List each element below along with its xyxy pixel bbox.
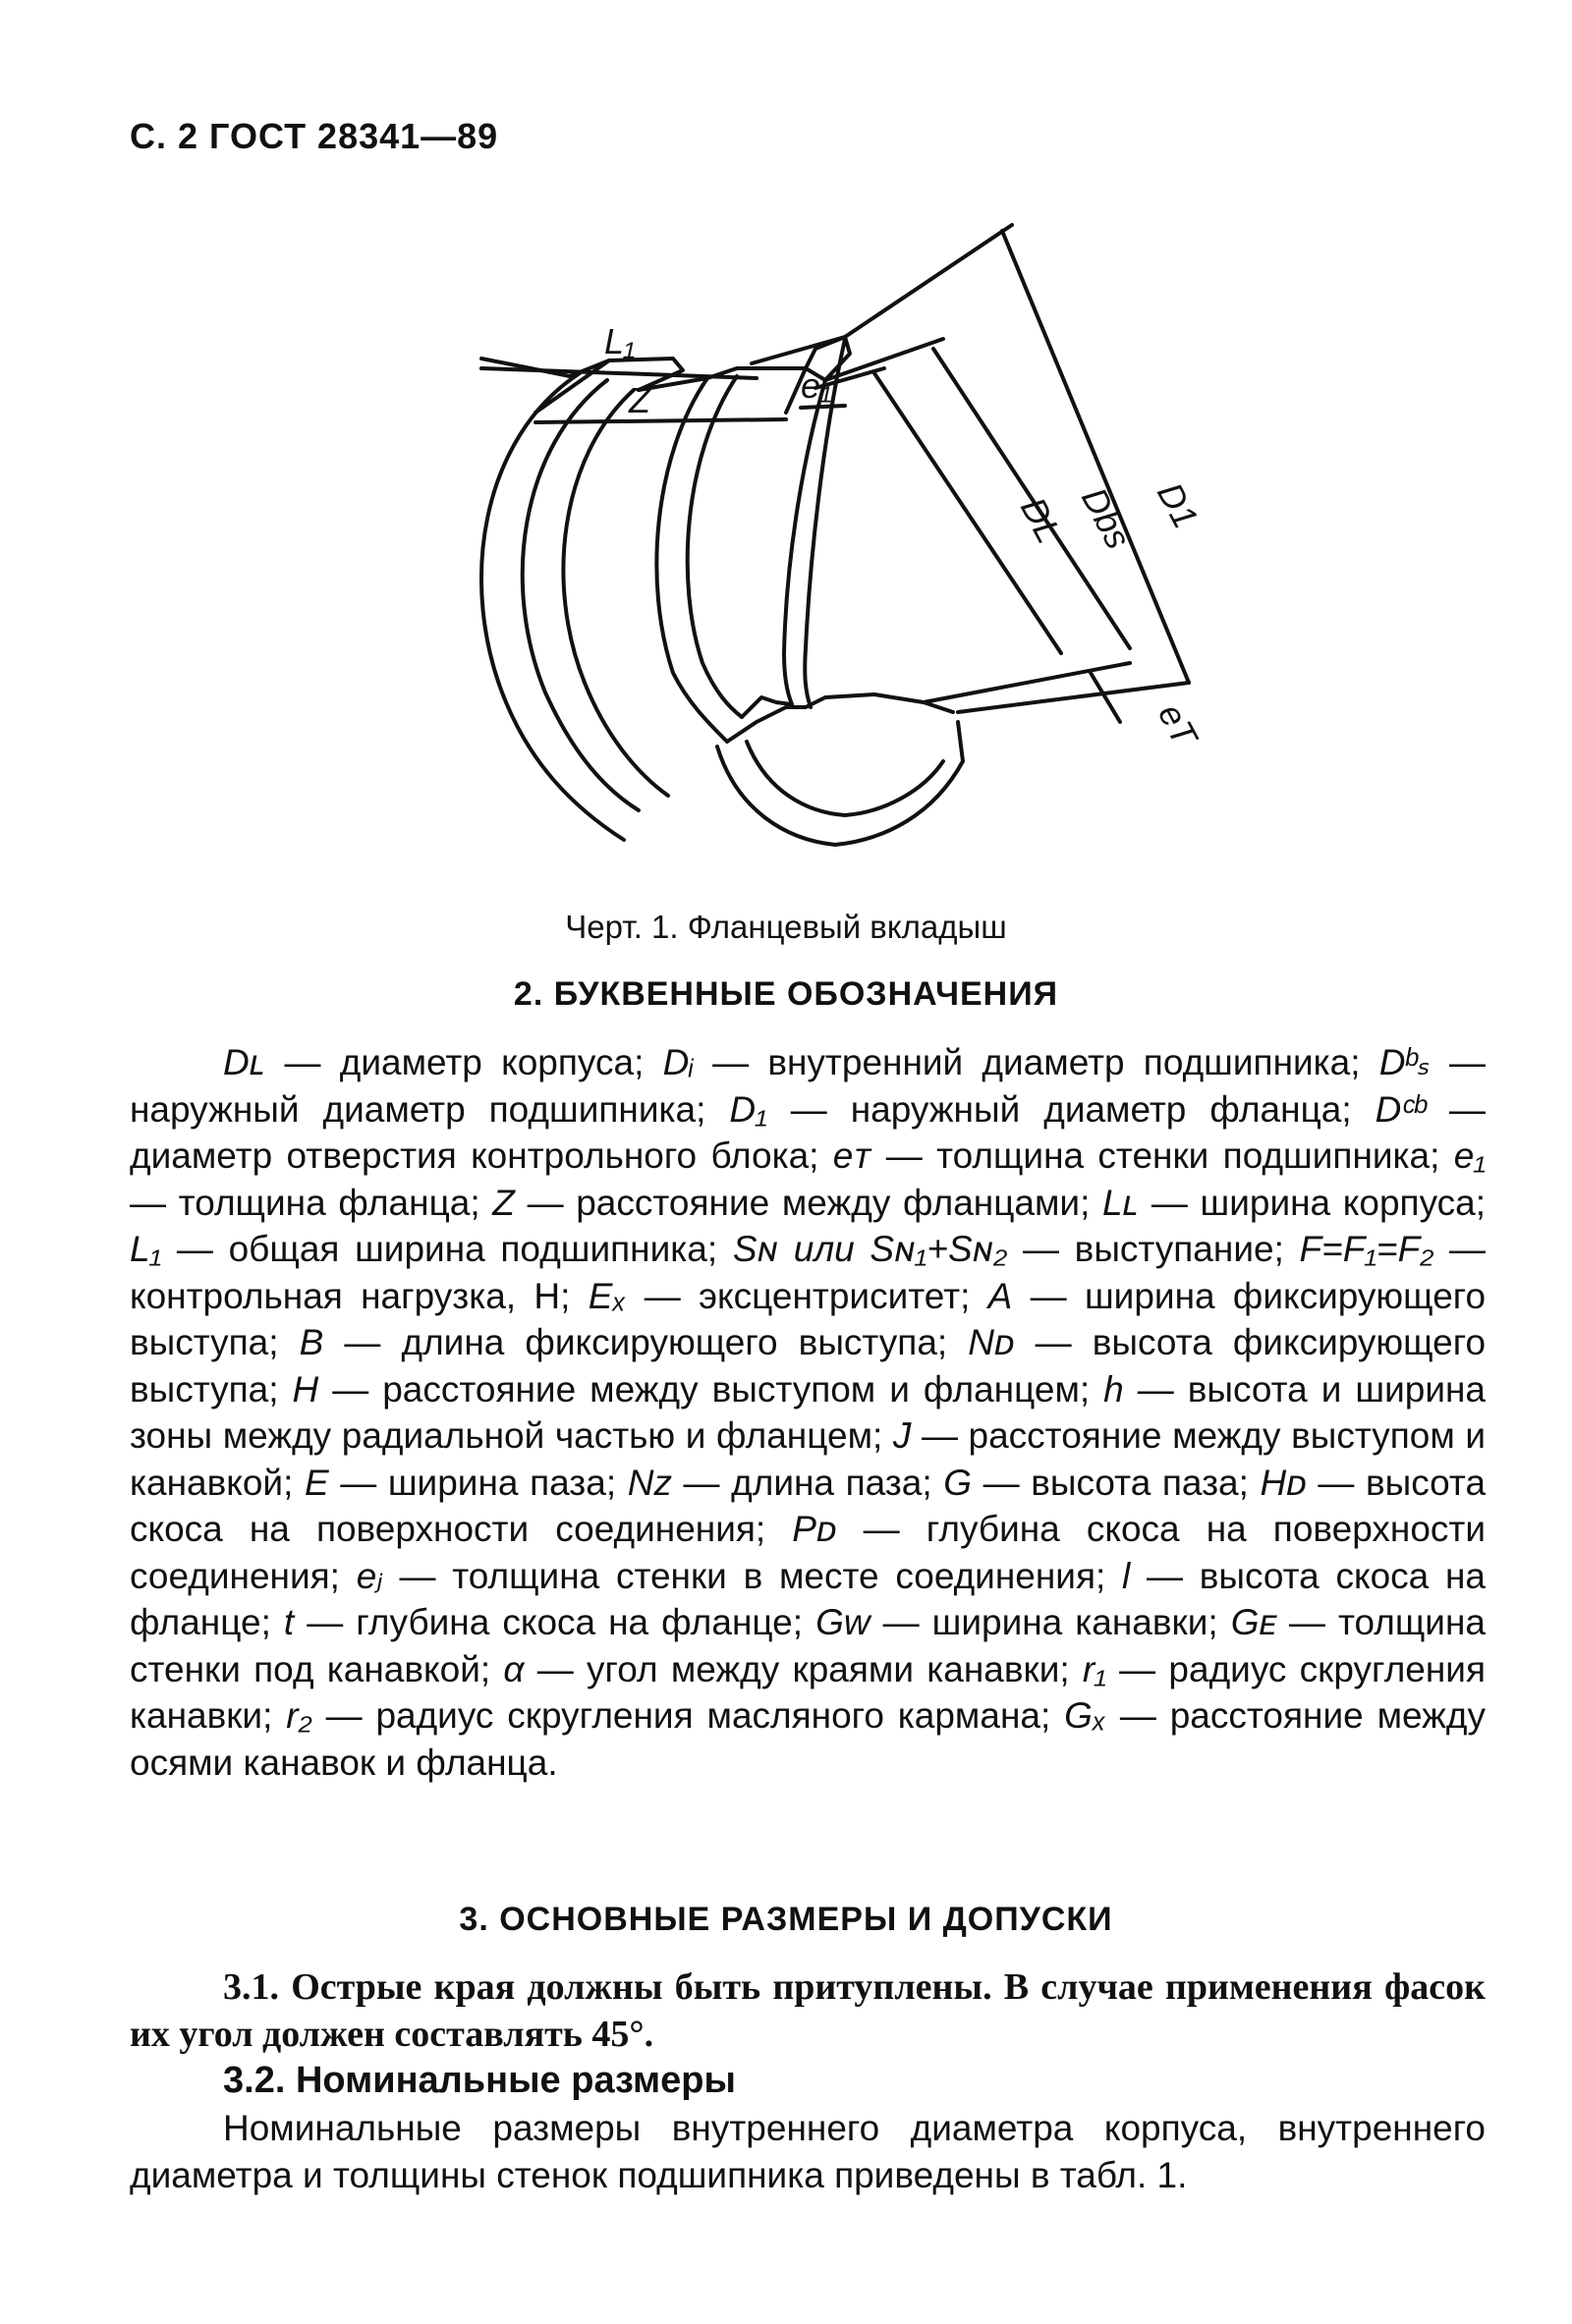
definitions-paragraph: Dʟ — диаметр корпуса; Dᵢ — внутренний диаметр подшипника; Dᵇₛ — наружный диаметр подшипника; D₁ — наружный диаметр фланца; Dᶜᵇ — диаметр отверстия контрольного блока; eᴛ — толщина стенки подшипника; e₁ — толщина фланца; Z — расстояние между фланцами; Lʟ — ширина корпуса; L₁ — общая ширина подшипника; Sɴ или Sɴ₁+Sɴ₂ — выступание; F=F₁=F₂ — контрольная нагрузка, Н; Eₓ — эксцентриситет; A — ширина фиксирующего выступа; B — длина фиксирующего выступа; Nᴅ — высота фиксирующего выступа; H — расстояние между выступом и фланцем; h — высота и ширина зоны между радиальной частью и фланцем; J — расстояние между выступом и канавкой; E — ширина паза; Nᴢ — длина паза; G — высота паза; Hᴅ — высота скоса на поверхности соединения; Pᴅ — глубина скоса на поверхности соединения; eⱼ — толщина стенки в месте соединения; l — высота скоса на фланце; t — глубина скоса на фланце; Gᴡ — ширина канавки; Gᴇ — толщина стенки под канавкой; α — угол между краями канавки; r₁ — радиус скругления канавки; r₂ — радиус скругления масляного кармана; Gₓ — расстояние между осями канавок и фланца. <box>130 1042 1487 1783</box>
definition-term: Dʟ <box>223 1042 266 1082</box>
definition-term: Pᴅ <box>792 1509 837 1549</box>
label-DL: DL <box>1012 490 1070 550</box>
label-eT: eT <box>1150 696 1206 752</box>
definition-term: Nᴢ <box>627 1462 672 1503</box>
definition-desc: расстояние между фланцами <box>576 1182 1081 1223</box>
mid-flange-arc-2 <box>688 376 742 717</box>
definition-desc: радиус скругления канавки <box>130 1648 1487 1736</box>
definition-term: J <box>892 1415 912 1456</box>
label-Dbs: Dbs <box>1073 480 1140 556</box>
definition-term: h <box>1103 1368 1124 1410</box>
definition-desc: угол между краями канавки <box>587 1648 1060 1689</box>
label-e1: e₁ <box>801 365 832 406</box>
definition-term: F=F₁=F₂ <box>1299 1229 1434 1269</box>
definition-desc: выступание <box>1074 1229 1274 1269</box>
dim-D1-line <box>1002 231 1189 683</box>
dim-L1-line <box>481 368 757 378</box>
definition-desc: расстояние между выступом и фланцем <box>382 1368 1080 1410</box>
definition-desc: эксцентриситет <box>699 1275 961 1316</box>
definition-desc: наружный диаметр подшипника <box>130 1088 697 1130</box>
definition-term: α <box>503 1648 525 1689</box>
dim-L1-ext-right <box>752 337 845 363</box>
definition-desc: глубина скоса на поверхности соединения <box>130 1509 1487 1596</box>
definition-term: Lʟ <box>1102 1182 1140 1223</box>
definition-desc: высота паза <box>1031 1462 1239 1503</box>
definition-desc: контрольная нагрузка, Н <box>130 1275 561 1316</box>
definition-term: Nᴅ <box>968 1322 1015 1362</box>
definition-desc: диаметр корпуса <box>339 1042 635 1082</box>
section-3-title: 3. ОСНОВНЫЕ РАЗМЕРЫ И ДОПУСКИ <box>459 1901 1113 1938</box>
definition-desc: длина фиксирующего выступа <box>401 1322 937 1362</box>
dim-D1-ext-bot <box>958 683 1189 712</box>
definition-desc: ширина канавки <box>931 1602 1208 1642</box>
bearing-drawing <box>413 211 1326 899</box>
clause-3-1: 3.1. Острые края должны быть притуплены. В случае применения фасок их угол должен составлять 45°. <box>130 1966 1486 2055</box>
definition-desc: толщина фланца <box>178 1182 471 1223</box>
definition-desc: ширина корпуса <box>1200 1182 1476 1223</box>
definition-desc: толщина стенки под канавкой <box>130 1602 1486 1689</box>
definition-term: L₁ <box>130 1229 162 1269</box>
definition-term: t <box>283 1602 295 1642</box>
definition-desc: ширина фиксирующего выступа <box>130 1275 1487 1362</box>
clause-3-2-heading: 3.2. Номинальные размеры <box>223 2060 736 2101</box>
definition-term: G <box>943 1462 973 1503</box>
dim-Z-line <box>535 419 786 422</box>
definition-desc: толщина стенки в месте соединения <box>452 1555 1095 1596</box>
flanged-bearing-figure <box>413 211 1326 899</box>
definition-term: Dᶜᵇ <box>1375 1088 1427 1130</box>
definition-desc: ширина паза <box>387 1462 606 1503</box>
definition-desc: длина паза <box>731 1462 923 1503</box>
definition-desc: расстояние между осями канавок и фланца <box>130 1695 1487 1783</box>
definition-term: e₁ <box>1453 1135 1486 1176</box>
definition-term: Dᵢ <box>662 1042 694 1082</box>
definition-desc: высота скоса на поверхности соединения <box>130 1462 1487 1549</box>
section-2-title: 2. БУКВЕННЫЕ ОБОЗНАЧЕНИЯ <box>513 975 1059 1013</box>
definition-term: Dᵇₛ <box>1378 1042 1431 1082</box>
definition-desc: внутренний диаметр подшипника <box>767 1042 1351 1082</box>
definition-term: Gᴇ <box>1230 1602 1276 1642</box>
definition-desc: радиус скругления масляного кармана <box>375 1695 1040 1736</box>
definition-term: Hᴅ <box>1260 1462 1307 1503</box>
label-L1: L₁ <box>604 321 636 361</box>
definition-term: Gₓ <box>1064 1695 1106 1736</box>
definition-desc: расстояние между выступом и канавкой <box>130 1415 1487 1503</box>
definition-term: A <box>987 1275 1013 1316</box>
label-D1: D1 <box>1149 475 1207 535</box>
label-Z: Z <box>629 380 650 420</box>
flange-inner-arc-left <box>563 390 668 796</box>
definition-term: B <box>299 1322 324 1362</box>
definition-desc: диаметр отверстия контрольного блока <box>130 1135 810 1176</box>
dim-DL-ext-bot <box>924 663 1130 702</box>
definition-desc: наружный диаметр фланца <box>850 1088 1342 1130</box>
dim-eT-line <box>1091 673 1120 722</box>
definition-desc: общая ширина подшипника <box>228 1229 707 1269</box>
definition-desc: высота скоса на фланце <box>130 1555 1486 1642</box>
definition-term: D₁ <box>729 1088 767 1130</box>
definition-desc: высота и ширина зоны между радиальной частью и фланцем <box>130 1368 1486 1456</box>
definition-term: H <box>292 1368 319 1410</box>
lower-half-inner <box>747 742 943 815</box>
page-header: С. 2 ГОСТ 28341—89 <box>130 116 499 156</box>
definition-term: eᴛ <box>832 1135 872 1176</box>
definition-term: eⱼ <box>356 1555 383 1596</box>
joint-line <box>727 694 953 742</box>
definition-term: E <box>304 1462 329 1503</box>
definition-term: Eₓ <box>588 1275 627 1316</box>
definition-term: r₂ <box>286 1695 312 1736</box>
clause-3-2-body: Номинальные размеры внутреннего диаметра корпуса, внутреннего диаметра и толщины стенок подшипника приведены в табл. 1. <box>130 2108 1486 2195</box>
definition-desc: глубина скоса на фланце <box>356 1602 793 1642</box>
dim-e1-line <box>801 406 845 408</box>
definition-term: Gᴡ <box>815 1602 870 1642</box>
figure-caption: Черт. 1. Фланцевый вкладыш <box>565 909 1007 945</box>
dim-D1-ext-top <box>845 225 1012 337</box>
definition-desc: толщина стенки подшипника <box>936 1135 1431 1176</box>
definition-desc: высота фиксирующего выступа <box>130 1322 1487 1410</box>
definition-term: r₁ <box>1082 1648 1106 1689</box>
definition-term: Sɴ или Sɴ₁+Sɴ₂ <box>732 1229 1008 1269</box>
definition-term: l <box>1122 1555 1131 1596</box>
definition-term: Z <box>492 1182 515 1223</box>
